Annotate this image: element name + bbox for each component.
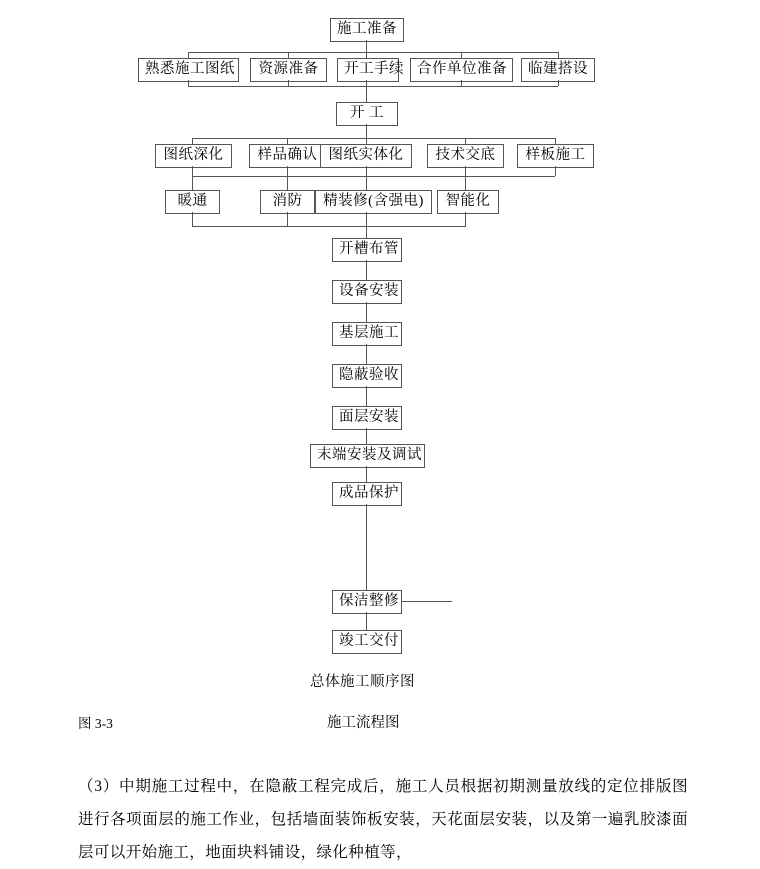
node-finish: 竣工交付	[332, 630, 402, 654]
connector-bus-to-start	[366, 86, 367, 102]
connector-bus3-3	[366, 176, 367, 190]
connector-prep-to-bus	[366, 40, 367, 52]
connector-chain-3-4	[366, 386, 367, 406]
node-row2-4: 样板施工	[517, 144, 594, 168]
connector-row3-4-down	[465, 212, 466, 226]
bus-row1-bottom	[188, 86, 558, 87]
node-row3-1: 消防	[260, 190, 315, 214]
connector-row2-1-down	[192, 166, 193, 176]
node-chain-2: 基层施工	[332, 322, 402, 346]
connector-bus3-1	[192, 176, 193, 190]
connector-chain-4-5	[366, 428, 367, 444]
connector-bus-to-chain	[366, 226, 367, 238]
node-prep: 施工准备	[330, 18, 404, 42]
node-row3-2: 精装修(含强电)	[315, 190, 432, 214]
node-row1-3: 合作单位准备	[410, 58, 513, 82]
node-chain-5: 末端安装及调试	[310, 444, 425, 468]
connector-row2-2-down	[287, 166, 288, 176]
node-row3-0: 暖通	[165, 190, 220, 214]
connector-row2-5-down	[555, 166, 556, 176]
connector-start-to-bus2	[366, 124, 367, 138]
connector-chain-2-3	[366, 344, 367, 364]
node-row2-2: 图纸实体化	[320, 144, 412, 168]
node-row2-3: 技术交底	[427, 144, 504, 168]
node-chain-3: 隐蔽验收	[332, 364, 402, 388]
connector-row3-1-down	[192, 212, 193, 226]
bus-row3-bottom	[192, 226, 466, 227]
bus-row1	[188, 52, 558, 53]
node-start: 开 工	[336, 102, 398, 126]
node-row3-3: 智能化	[437, 190, 499, 214]
bus-row3	[192, 176, 555, 177]
figure-caption: 施工流程图	[327, 715, 400, 731]
connector-chain-5-6	[366, 466, 367, 482]
connector-clean-right-stub	[402, 601, 452, 602]
bus-row2	[192, 138, 555, 139]
connector-row1-5-down	[558, 80, 559, 86]
connector-chain-6-clean	[366, 504, 367, 590]
body-paragraph: （3）中期施工过程中，在隐蔽工程完成后，施工人员根据初期测量放线的定位排版图进行各项面层的施工作业，包括墙面装饰板安装，天花面层安装，以及第一遍乳胶漆面层可以开始施工，地面块料铺设，绿化种植等，	[78, 778, 688, 861]
node-clean: 保洁整修	[332, 590, 402, 614]
node-chain-4: 面层安装	[332, 406, 402, 430]
connector-row3-3-down	[366, 212, 367, 226]
node-row2-1: 样品确认	[249, 144, 326, 168]
connector-bus3-2	[287, 176, 288, 190]
node-row2-0: 图纸深化	[155, 144, 232, 168]
node-row1-2: 开工手续	[337, 58, 399, 82]
node-chain-1: 设备安装	[332, 280, 402, 304]
node-row1-1: 资源准备	[250, 58, 327, 82]
connector-row2-4-down	[465, 166, 466, 176]
diagram-title: 总体施工顺序图	[310, 674, 415, 690]
node-row1-4: 临建搭设	[521, 58, 595, 82]
connector-chain-0-1	[366, 260, 367, 280]
connector-bus3-4	[465, 176, 466, 190]
node-row1-0: 熟悉施工图纸	[138, 58, 239, 82]
node-chain-0: 开槽布管	[332, 238, 402, 262]
figure-label: 图 3-3	[78, 716, 113, 731]
node-chain-6: 成品保护	[332, 482, 402, 506]
connector-row2-3-down	[366, 166, 367, 176]
connector-clean-finish	[366, 612, 367, 630]
connector-chain-1-2	[366, 302, 367, 322]
connector-row3-2-down	[287, 212, 288, 226]
